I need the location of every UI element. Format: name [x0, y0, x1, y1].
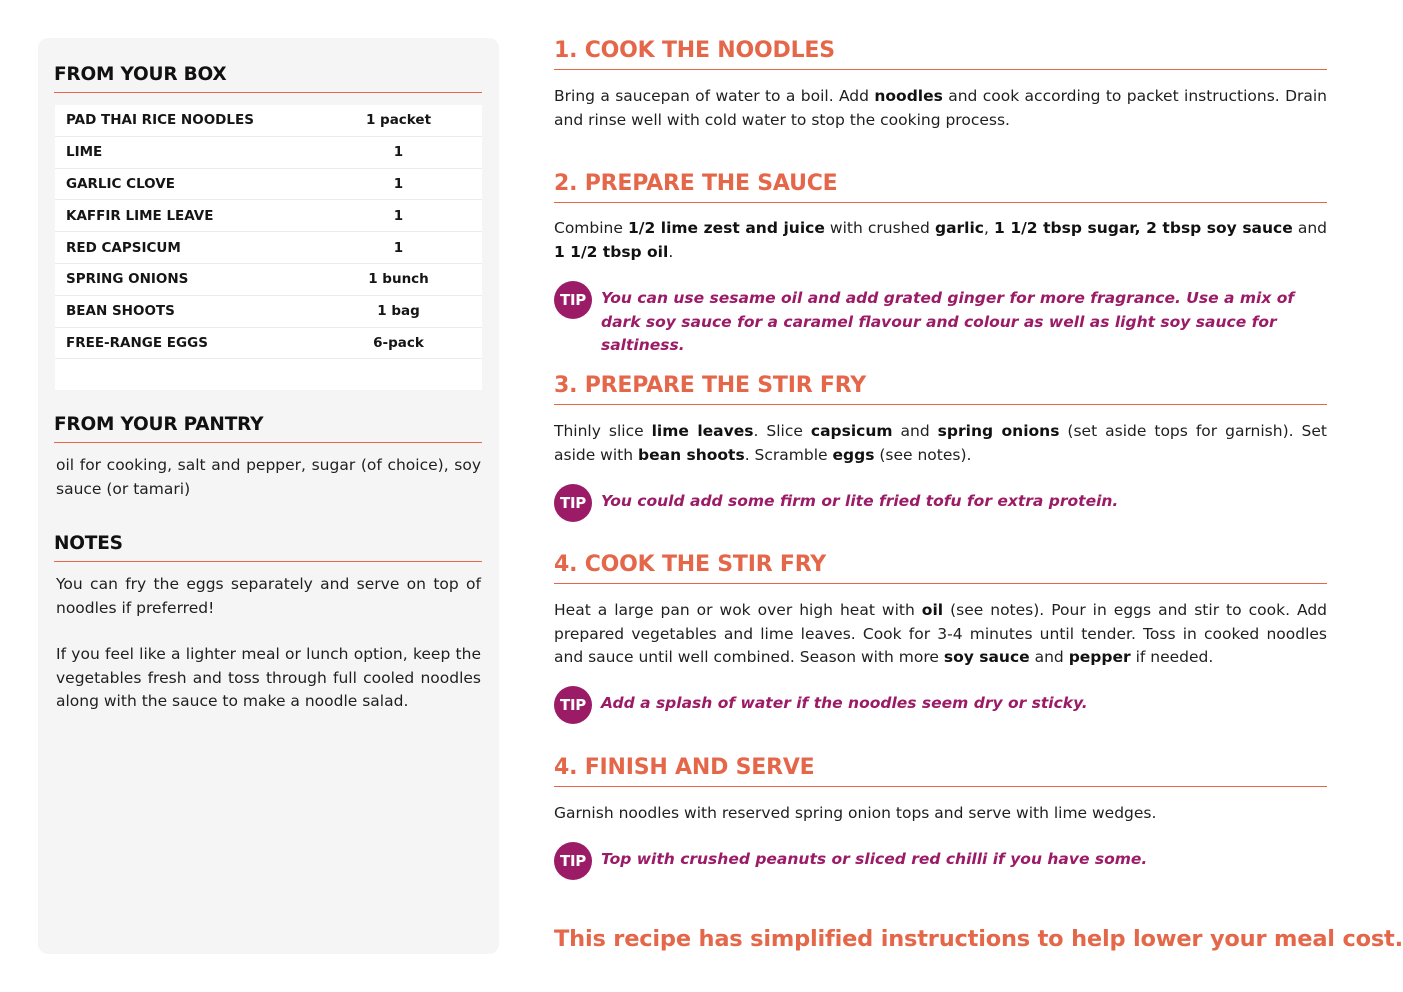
pantry-text: oil for cooking, salt and pepper, sugar (of choice), soy sauce (or tamari) [56, 456, 481, 498]
ingredient-row [55, 169, 482, 201]
ingredient-name: LIME [66, 144, 103, 161]
from-your-box-heading: FROM YOUR BOX [54, 64, 482, 93]
step-3-heading: 3. PREPARE THE STIR FRY [554, 373, 1327, 405]
ingredient-name: FREE-RANGE EGGS [66, 334, 208, 351]
ingredient-qty: 1 [393, 207, 404, 224]
tip-badge-icon: TIP [554, 281, 592, 319]
tip-badge-icon: TIP [554, 686, 592, 724]
ingredient-row [55, 200, 482, 232]
ingredient-qty: 6-pack [373, 334, 424, 351]
ingredient-name: PAD THAI RICE NOODLES [66, 112, 254, 129]
ingredient-row [55, 232, 482, 264]
ingredient-qty: 1 [393, 239, 404, 256]
tip-text: Top with crushed peanuts or sliced red chilli if you have some. [601, 850, 1148, 868]
ingredients-table [55, 105, 482, 390]
footer-note: This recipe has simplified instructions to help lower your meal cost. [554, 926, 1403, 952]
notes-heading: NOTES [54, 533, 482, 562]
step-1-text: Bring a saucepan of water to a boil. Add noodles and cook according to packet instructions. Drain and rinse well with cold water to stop the cooking process. [554, 87, 1328, 129]
from-your-pantry-heading: FROM YOUR PANTRY [54, 414, 482, 443]
ingredient-name: SPRING ONIONS [66, 271, 189, 288]
finish-text: Garnish noodles with reserved spring onion tops and serve with lime wedges. [554, 804, 1157, 822]
ingredient-name: BEAN SHOOTS [66, 303, 175, 320]
ingredient-row [55, 137, 482, 169]
step-2-heading: 2. PREPARE THE SAUCE [554, 171, 1327, 203]
tip-badge-icon: TIP [554, 484, 592, 522]
ingredient-row [55, 105, 482, 137]
step-4-heading: 4. COOK THE STIR FRY [554, 552, 1327, 584]
tip-callout [554, 686, 1327, 724]
ingredient-qty: 1 packet [365, 112, 432, 129]
tip-callout [554, 842, 1327, 880]
notes-paragraph: You can fry the eggs separately and serve on top of noodles if preferred! [56, 575, 481, 617]
ingredient-qty: 1 [393, 175, 404, 192]
tip-badge-icon: TIP [554, 842, 592, 880]
ingredient-qty: 1 bunch [368, 271, 429, 288]
ingredient-row [55, 328, 482, 360]
notes-paragraph: If you feel like a lighter meal or lunch option, keep the vegetables fresh and toss through full cooled noodles along with the sauce to make a noodle salad. [56, 645, 481, 710]
ingredient-name: KAFFIR LIME LEAVE [66, 207, 214, 224]
tip-text: Add a splash of water if the noodles seem dry or sticky. [601, 694, 1088, 712]
tip-text: You can use sesame oil and add grated ginger for more fragrance. Use a mix of dark soy sauce for a caramel flavour and colour as well as light soy sauce for saltiness. [601, 289, 1295, 354]
ingredients-panel [38, 38, 499, 954]
finish-heading: 4. FINISH AND SERVE [554, 755, 1327, 787]
ingredient-row [55, 296, 482, 328]
ingredient-name: RED CAPSICUM [66, 239, 181, 256]
step-1-heading: 1. COOK THE NOODLES [554, 38, 1327, 70]
tip-callout [554, 281, 1327, 358]
step-2-text: Combine 1/2 lime zest and juice with crushed garlic, 1 1/2 tbsp sugar, 2 tbsp soy sauce and 1 1/2 tbsp oil. [554, 219, 1328, 261]
tip-callout [554, 484, 1327, 522]
ingredient-row [55, 264, 482, 296]
ingredient-name: GARLIC CLOVE [66, 175, 175, 192]
step-3-text: Thinly slice lime leaves. Slice capsicum and spring onions (set aside tops for garnish). Set aside with bean shoots. Scramble eggs (see notes). [554, 422, 1327, 464]
ingredient-qty: 1 bag [377, 303, 420, 320]
step-4-text: Heat a large pan or wok over high heat with oil (see notes). Pour in eggs and stir to cook. Add prepared vegetables and lime leaves. Cook for 3-4 minutes until tender. Toss in cooked noodles and sauce until well combined. Season with more soy sauce and pepper if needed. [554, 601, 1328, 666]
tip-text: You could add some firm or lite fried tofu for extra protein. [601, 492, 1119, 510]
ingredient-qty: 1 [393, 144, 404, 161]
